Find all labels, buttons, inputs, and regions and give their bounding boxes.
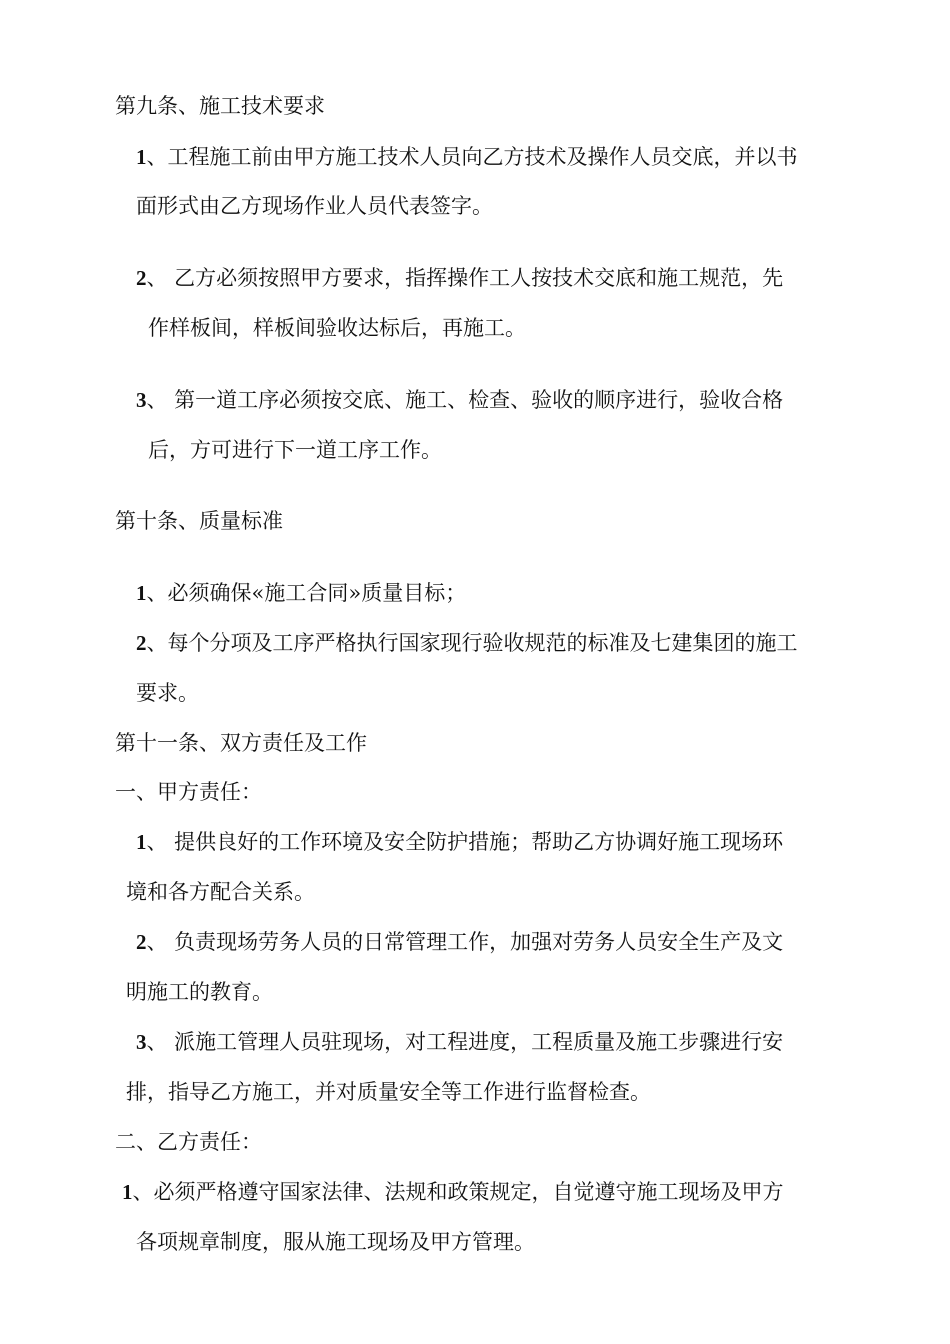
list-item	[136, 633, 798, 654]
item-number: 1	[136, 830, 147, 854]
list-item	[136, 832, 783, 853]
list-item-continuation: 要求。	[136, 681, 199, 705]
section-heading: 第九条、施工技术要求	[115, 94, 325, 118]
list-item-continuation: 后，方可进行下一道工序工作。	[148, 438, 442, 462]
list-item	[136, 147, 798, 168]
item-text: 、每个分项及工序严格执行国家现行验收规范的标准及七建集团的施工	[146, 631, 798, 655]
item-number: 2	[136, 631, 147, 655]
item-number: 1	[136, 145, 147, 169]
list-item	[122, 1182, 784, 1203]
item-text: 、工程施工前由甲方施工技术人员向乙方技术及操作人员交底，并以书	[146, 145, 798, 169]
item-number: 3	[136, 1030, 147, 1054]
item-text: 、必须确保«施工合同»质量目标；	[146, 581, 467, 605]
item-number: 2	[136, 266, 147, 290]
item-text: 、 提供良好的工作环境及安全防护措施；帮助乙方协调好施工现场环	[146, 830, 784, 854]
item-number: 3	[136, 388, 147, 412]
list-item	[136, 268, 783, 289]
list-item-continuation: 各项规章制度，服从施工现场及甲方管理。	[136, 1230, 535, 1254]
list-item	[136, 1032, 783, 1053]
subsection-heading: 一、甲方责任：	[115, 780, 262, 804]
list-item-continuation: 境和各方配合关系。	[126, 880, 315, 904]
item-number: 1	[122, 1180, 133, 1204]
item-number: 2	[136, 930, 147, 954]
section-heading: 第十一条、双方责任及工作	[115, 731, 367, 755]
list-item	[136, 390, 783, 411]
item-text: 、必须严格遵守国家法律、法规和政策规定，自觉遵守施工现场及甲方	[132, 1180, 784, 1204]
section-heading: 第十条、质量标准	[115, 509, 283, 533]
item-text: 、 负责现场劳务人员的日常管理工作，加强对劳务人员安全生产及文	[146, 930, 784, 954]
item-text: 、 乙方必须按照甲方要求，指挥操作工人按技术交底和施工规范，先	[146, 266, 784, 290]
item-text: 、 第一道工序必须按交底、施工、检查、验收的顺序进行，验收合格	[146, 388, 784, 412]
list-item-continuation: 面形式由乙方现场作业人员代表签字。	[136, 194, 493, 218]
list-item	[136, 583, 466, 604]
list-item-continuation: 明施工的教育。	[126, 980, 273, 1004]
list-item-continuation: 作样板间，样板间验收达标后，再施工。	[148, 316, 526, 340]
list-item-continuation: 排，指导乙方施工，并对质量安全等工作进行监督检查。	[126, 1080, 651, 1104]
list-item	[136, 932, 783, 953]
item-number: 1	[136, 581, 147, 605]
subsection-heading: 二、乙方责任：	[115, 1130, 262, 1154]
item-text: 、 派施工管理人员驻现场，对工程进度，工程质量及施工步骤进行安	[146, 1030, 784, 1054]
